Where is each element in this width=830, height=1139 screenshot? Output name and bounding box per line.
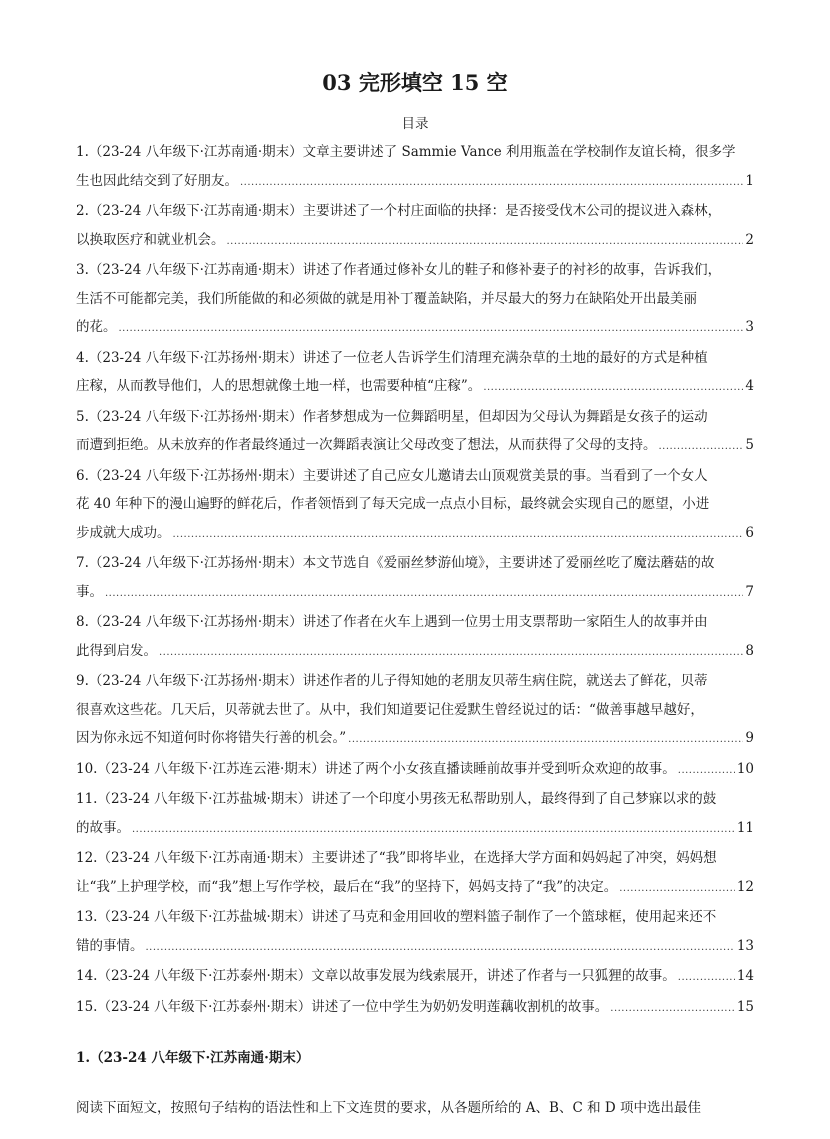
toc-entry-text: 13.（23-24 八年级下·江苏盐城·期末）讲述了马克和金用回收的塑料篮子制作了一个篮球框，使用起来还不 [76,909,717,925]
toc-entry-text: 6.（23-24 八年级下·江苏扬州·期末）主要讲述了自己应女儿邀请去山顶观赏美景的事。当看到了一个女人 [76,467,708,484]
toc-page-number[interactable]: 12 [736,878,754,895]
toc-leader-dots [483,372,743,403]
toc-entry-last-line [76,873,754,904]
toc-entry-text: 的故事。 [76,819,130,836]
toc-entry-last-line [76,372,754,403]
toc-leader-dots [132,814,735,845]
toc-leader-dots [678,962,735,993]
toc-leader-dots [610,993,735,1024]
toc-leader-dots [619,873,735,904]
toc-entry-text: 15.（23-24 八年级下·江苏泰州·期末）讲述了一位中学生为奶奶发明莲藕收割机的故事。 [76,998,609,1015]
toc-page-number[interactable]: 9 [745,730,754,746]
toc-page-number[interactable]: 6 [745,524,754,541]
toc-entry[interactable] [76,993,754,1024]
toc-entry[interactable] [76,138,754,197]
toc-entry-text: 3.（23-24 八年级下·江苏南通·期末）讲述了作者通过修补女儿的鞋子和修补妻子的衬衫的故事，告诉我们， [76,262,722,278]
toc-leader-dots [119,313,744,344]
toc-entry[interactable] [76,462,754,550]
body-paragraph: 阅读下面短文，按照句子结构的语法性和上下文连贯的要求，从各题所给的 A、B、C 和 D 项中选出最佳 [76,1100,701,1116]
toc-entry-text: 庄稼，从而教导他们，人的思想就像土地一样，也需要种植“庄稼”。 [76,378,482,394]
toc-entry[interactable] [76,755,754,786]
toc-leader-dots [227,226,744,257]
toc-entry-text: 步成就大成功。 [76,524,171,541]
toc-entry-last-line [76,755,754,786]
toc-page-number[interactable]: 10 [736,760,754,777]
toc-entry-last-line [76,313,754,344]
toc-page-number[interactable]: 11 [736,819,754,836]
section-heading: 1.（23-24 八年级下·江苏南通·期末） [76,1050,310,1066]
toc-entry-text: 而遭到拒绝。从未放弃的作者最终通过一次舞蹈表演让父母改变了想法，从而获得了父母的支持。 [76,437,657,453]
toc-entry-text: 生活不可能都完美，我们所能做的和必须做的就是用补丁覆盖缺陷，并尽最大的努力在缺陷处开出最美丽 [76,290,697,307]
toc-entry-text: 1.（23-24 八年级下·江苏南通·期末）文章主要讲述了 Sammie Vance 利用瓶盖在学校制作友谊长椅，很多学 [76,144,736,160]
toc-entry[interactable] [76,608,754,667]
toc-entry-text: 错的事情。 [76,937,144,954]
toc-entry-text: 很喜欢这些花。几天后，贝蒂就去世了。从中，我们知道要记住爱默生曾经说过的话：“做善事越早越好， [76,701,704,718]
toc-entry-text: 让“我”上护理学校，而“我”想上写作学校，最后在“我”的坚持下，妈妈支持了“我”的决定。 [76,878,618,895]
toc-entry-text: 8.（23-24 八年级下·江苏扬州·期末）讲述了作者在火车上遇到一位男士用支票帮助一家陌生人的故事并由 [76,614,708,630]
toc-entry-last-line [76,962,754,993]
toc-entry-text: 的花。 [76,319,117,335]
toc-entry-last-line [76,814,754,845]
toc-entry-text: 14.（23-24 八年级下·江苏泰州·期末）文章以故事发展为线索展开，讲述了作者与一只狐狸的故事。 [76,968,676,984]
toc-entry-last-line [76,431,754,462]
toc-entry[interactable] [76,197,754,256]
page-title: 03 完形填空 15 空 [322,70,508,95]
toc-leader-dots [659,431,744,462]
toc-entry-text: 生也因此结交到了好朋友。 [76,172,238,189]
toc-entry[interactable] [76,667,754,755]
toc-entry[interactable] [76,962,754,993]
toc-entry-text: 11.（23-24 八年级下·江苏盐城·期末）讲述了一个印度小男孩无私帮助别人，最终得到了自己梦寐以求的鼓 [76,791,717,807]
toc-page-number[interactable]: 1 [745,172,754,189]
toc-entry-last-line [76,993,754,1024]
toc-heading: 目录 [401,116,429,132]
toc-leader-dots [678,755,735,786]
toc-entry-text: 此得到启发。 [76,642,157,659]
toc-page-number[interactable]: 2 [745,231,754,248]
toc-page-number[interactable]: 14 [736,968,754,984]
toc-page-number[interactable]: 13 [736,937,754,954]
toc-entry-last-line [76,167,754,198]
toc-leader-dots [105,578,743,609]
table-of-contents [76,138,754,1023]
toc-entry-text: 5.（23-24 八年级下·江苏扬州·期末）作者梦想成为一位舞蹈明星，但却因为父母认为舞蹈是女孩子的运动 [76,408,708,425]
toc-entry[interactable] [76,903,754,962]
toc-entry[interactable] [76,785,754,844]
toc-page-number[interactable]: 8 [745,642,754,659]
toc-entry[interactable] [76,344,754,403]
toc-page-number[interactable]: 3 [745,319,754,335]
toc-entry-text: 2.（23-24 八年级下·江苏南通·期末）主要讲述了一个村庄面临的抉择：是否接受伐木公司的提议进入森林， [76,203,722,219]
toc-entry-last-line [76,637,754,668]
toc-entry-text: 花 40 年种下的漫山遍野的鲜花后，作者领悟到了每天完成一点点小目标，最终就会实现自己的愿望，小进 [76,496,710,512]
toc-leader-dots [348,724,743,755]
toc-entry[interactable] [76,549,754,608]
toc-entry[interactable] [76,844,754,903]
toc-entry-last-line [76,578,754,609]
toc-entry-text: 12.（23-24 八年级下·江苏南通·期末）主要讲述了“我”即将毕业，在选择大学方面和妈妈起了冲突，妈妈想 [76,850,717,866]
toc-entry[interactable] [76,403,754,462]
toc-entry-last-line [76,724,754,755]
toc-leader-dots [240,167,743,198]
toc-entry-text: 9.（23-24 八年级下·江苏扬州·期末）讲述作者的儿子得知她的老朋友贝蒂生病住院，就送去了鲜花，贝蒂 [76,673,708,689]
toc-entry[interactable] [76,256,754,344]
toc-leader-dots [146,932,735,963]
toc-page-number[interactable]: 15 [736,998,754,1015]
toc-entry-text: 事。 [76,583,103,600]
toc-leader-dots [173,519,744,550]
toc-leader-dots [159,637,743,668]
toc-page-number[interactable]: 4 [745,378,754,394]
toc-entry-last-line [76,226,754,257]
toc-entry-text: 4.（23-24 八年级下·江苏扬州·期末）讲述了一位老人告诉学生们清理充满杂草的土地的最好的方式是种植 [76,349,708,366]
toc-entry-last-line [76,519,754,550]
toc-page-number[interactable]: 5 [745,437,754,453]
toc-page-number[interactable]: 7 [745,583,754,600]
toc-entry-text: 因为你永远不知道何时你将错失行善的机会。” [76,730,347,746]
toc-entry-text: 以换取医疗和就业机会。 [76,231,225,248]
toc-entry-text: 7.（23-24 八年级下·江苏扬州·期末）本文节选自《爱丽丝梦游仙境》，主要讲述了爱丽丝吃了魔法蘑菇的故 [76,555,715,571]
toc-entry-text: 10.（23-24 八年级下·江苏连云港·期末）讲述了两个小女孩直播读睡前故事并受到听众欢迎的故事。 [76,760,676,777]
toc-entry-last-line [76,932,754,963]
